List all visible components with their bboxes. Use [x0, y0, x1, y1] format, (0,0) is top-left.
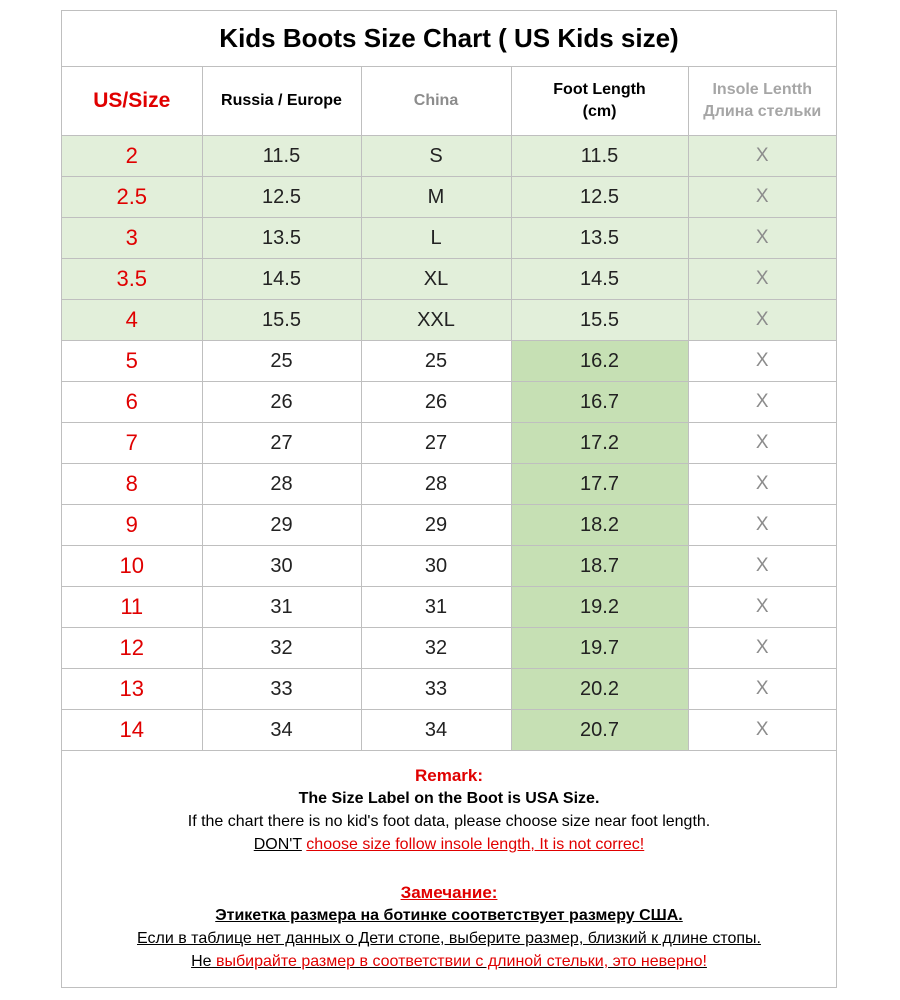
table-row — [62, 136, 836, 177]
cell-us-size: 9 — [62, 505, 202, 546]
cell-russia-europe: 33 — [202, 669, 361, 710]
cell-insole-length: X — [688, 546, 836, 587]
cell-foot-length: 12.5 — [511, 177, 688, 218]
cell-russia-europe: 25 — [202, 341, 361, 382]
cell-russia-europe: 32 — [202, 628, 361, 669]
table-row — [62, 628, 836, 669]
cell-china: XL — [361, 259, 511, 300]
remarks-section — [62, 751, 836, 987]
cell-foot-length: 16.2 — [511, 341, 688, 382]
cell-china: 31 — [361, 587, 511, 628]
cell-foot-length: 17.7 — [511, 464, 688, 505]
cell-china: 32 — [361, 628, 511, 669]
cell-russia-europe: 11.5 — [202, 136, 361, 177]
header-insole-line1: Insole Lentth — [712, 81, 813, 98]
cell-foot-length: 20.7 — [511, 710, 688, 751]
table-row — [62, 587, 836, 628]
cell-foot-length: 18.7 — [511, 546, 688, 587]
header-foot-length-line2: (cm) — [582, 103, 617, 120]
remark-ru-warning: выбирайте размер в соответствии с длиной стельки, это неверно! — [215, 953, 707, 970]
cell-china: 28 — [361, 464, 511, 505]
cell-foot-length: 16.7 — [511, 382, 688, 423]
header-insole-line2: Длина стельки — [703, 103, 822, 120]
size-table — [62, 67, 836, 751]
cell-us-size: 7 — [62, 423, 202, 464]
cell-china: 33 — [361, 669, 511, 710]
remark-en-line1: The Size Label on the Boot is USA Size. — [298, 790, 600, 807]
table-row — [62, 300, 836, 341]
table-row — [62, 218, 836, 259]
cell-china: 34 — [361, 710, 511, 751]
cell-us-size: 14 — [62, 710, 202, 751]
remark-en-warning: choose size follow insole length, It is not correc! — [306, 836, 645, 853]
cell-us-size: 2.5 — [62, 177, 202, 218]
table-row — [62, 382, 836, 423]
remark-ru-title: Замечание: — [400, 883, 498, 902]
cell-foot-length: 19.2 — [511, 587, 688, 628]
remark-en-dont: DON'T — [253, 836, 302, 853]
header-row — [62, 67, 836, 136]
table-row — [62, 177, 836, 218]
table-row — [62, 505, 836, 546]
remark-en-line3 — [62, 833, 836, 856]
cell-foot-length: 15.5 — [511, 300, 688, 341]
cell-russia-europe: 29 — [202, 505, 361, 546]
cell-insole-length: X — [688, 259, 836, 300]
table-row — [62, 341, 836, 382]
header-foot-length — [511, 67, 688, 136]
cell-us-size: 5 — [62, 341, 202, 382]
cell-insole-length: X — [688, 628, 836, 669]
cell-insole-length: X — [688, 669, 836, 710]
cell-foot-length: 11.5 — [511, 136, 688, 177]
cell-insole-length: X — [688, 136, 836, 177]
cell-china: 29 — [361, 505, 511, 546]
cell-us-size: 6 — [62, 382, 202, 423]
cell-insole-length: X — [688, 177, 836, 218]
cell-foot-length: 17.2 — [511, 423, 688, 464]
cell-russia-europe: 28 — [202, 464, 361, 505]
table-row — [62, 259, 836, 300]
cell-insole-length: X — [688, 423, 836, 464]
remark-ru-ne: Не — [191, 953, 212, 970]
cell-insole-length: X — [688, 505, 836, 546]
cell-china: M — [361, 177, 511, 218]
table-row — [62, 423, 836, 464]
header-insole-length — [688, 67, 836, 136]
cell-russia-europe: 30 — [202, 546, 361, 587]
cell-china: S — [361, 136, 511, 177]
cell-china: 27 — [361, 423, 511, 464]
remark-ru-line1: Этикетка размера на ботинке соответствует размеру США. — [215, 907, 683, 924]
cell-russia-europe: 27 — [202, 423, 361, 464]
cell-russia-europe: 15.5 — [202, 300, 361, 341]
cell-insole-length: X — [688, 710, 836, 751]
cell-insole-length: X — [688, 300, 836, 341]
cell-us-size: 3 — [62, 218, 202, 259]
header-foot-length-line1: Foot Length — [553, 81, 646, 98]
cell-insole-length: X — [688, 587, 836, 628]
cell-insole-length: X — [688, 382, 836, 423]
cell-insole-length: X — [688, 218, 836, 259]
cell-insole-length: X — [688, 464, 836, 505]
cell-us-size: 3.5 — [62, 259, 202, 300]
header-russia-europe: Russia / Europe — [202, 67, 361, 136]
cell-russia-europe: 13.5 — [202, 218, 361, 259]
cell-china: 30 — [361, 546, 511, 587]
remark-ru-line3 — [62, 950, 836, 973]
cell-russia-europe: 34 — [202, 710, 361, 751]
cell-russia-europe: 14.5 — [202, 259, 361, 300]
chart-title: Kids Boots Size Chart ( US Kids size) — [62, 11, 836, 67]
cell-us-size: 4 — [62, 300, 202, 341]
cell-us-size: 8 — [62, 464, 202, 505]
cell-china: XXL — [361, 300, 511, 341]
table-row — [62, 669, 836, 710]
cell-china: 26 — [361, 382, 511, 423]
remark-en-title: Remark: — [414, 766, 484, 785]
table-row — [62, 464, 836, 505]
cell-foot-length: 14.5 — [511, 259, 688, 300]
remark-en-line2: If the chart there is no kid's foot data, please choose size near foot length. — [187, 813, 711, 830]
cell-us-size: 12 — [62, 628, 202, 669]
size-chart — [61, 10, 837, 988]
cell-russia-europe: 12.5 — [202, 177, 361, 218]
cell-foot-length: 18.2 — [511, 505, 688, 546]
cell-us-size: 11 — [62, 587, 202, 628]
cell-foot-length: 13.5 — [511, 218, 688, 259]
cell-china: 25 — [361, 341, 511, 382]
table-row — [62, 546, 836, 587]
cell-foot-length: 20.2 — [511, 669, 688, 710]
cell-us-size: 13 — [62, 669, 202, 710]
header-china: China — [361, 67, 511, 136]
table-row — [62, 710, 836, 751]
cell-russia-europe: 26 — [202, 382, 361, 423]
cell-us-size: 10 — [62, 546, 202, 587]
cell-foot-length: 19.7 — [511, 628, 688, 669]
cell-insole-length: X — [688, 341, 836, 382]
remark-ru-line2: Если в таблице нет данных о Дети стопе, выберите размер, близкий к длине стопы. — [137, 930, 761, 947]
cell-us-size: 2 — [62, 136, 202, 177]
header-us-size: US/Size — [62, 67, 202, 136]
cell-russia-europe: 31 — [202, 587, 361, 628]
cell-china: L — [361, 218, 511, 259]
